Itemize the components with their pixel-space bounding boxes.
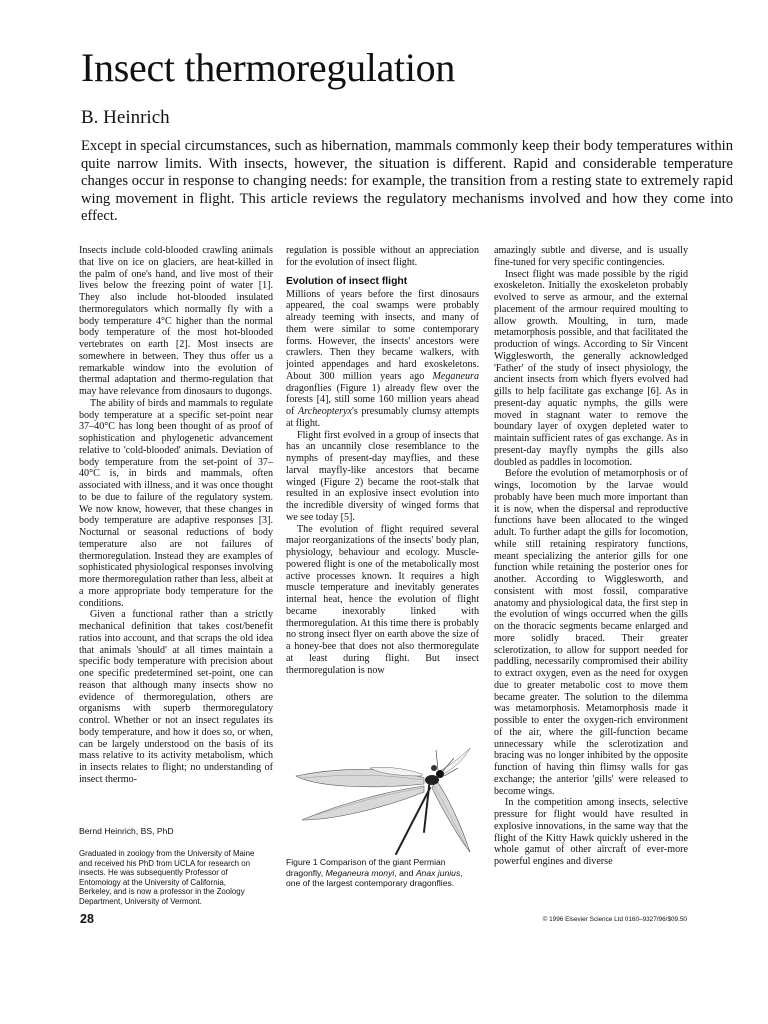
caption-italic: Anax junius — [415, 867, 461, 878]
text-run: Millions of years before the first dinosaurs appeared, the coal swamps were probably already teeming with insects, and many of them were similar to some contemporary forms. However, the insects' ancestors were crawlers. Then they became walkers, with jointed appendages and hard exoskeletons. About 300 million years ago — [286, 288, 479, 382]
text-column-2 — [286, 245, 479, 676]
figure-dragonflies — [284, 728, 480, 858]
caption-italic: Meganeura monyi — [325, 867, 395, 878]
page-number: 28 — [80, 912, 94, 926]
text-run: 's presumably clumsy attempts at flight. — [286, 406, 479, 429]
abstract: Except in special circumstances, such as hibernation, mammals commonly keep their body temperatures within quite narrow limits. With insects, however, the situation is different. Rapid and considerable temperature changes occur in response to changing needs: for example, the transition from a resting state to extremely rapid wing movement in flight. This article reviews the regulatory mechanisms involved and how they come into effect. — [81, 138, 733, 225]
italic-genus: Archeopteryx — [298, 406, 353, 417]
text-column-1 — [79, 245, 273, 786]
paragraph: Before the evolution of metamorphosis or of wings, locomotion by the larvae would probably have been much more important than it is now, when the dispersal and reproductive functions have been allocated to the winged adult. To further adapt the gills for locomotion, while still retaining respiratory functions, meant specializing the anterior gills for one function while retaining the posterior ones for another. According to Wigglesworth, and consistent with most fossil, comparative anatomy and physiological data, the first step in the evolution of wings occurred when the gills on the thoracic segments became enlarged and more solidly braced. Their greater sclerotization, to allow for support needed for paddling, necessarily compromised their ability to extract oxygen, even as the need for oxygen due to greater metabolic cost to move them became greater. The solution to the dilemma was metamorphosis. Metamorphosis made it possible to enter the oxygen-rich environment of the air, where the gill-function became unnecessary while the sclerotization and bracing was no longer inhibited by the opposite function of having thin flimsy walls for gas exchange; the anterior 'gills' were released to become wings. — [494, 468, 688, 797]
paragraph: Insect flight was made possible by the rigid exoskeleton. Initially the exoskeleton probably evolved to serve as armour, and the external placement of the armour required moulting to allow growth. Moulting, in turn, made metamorphosis possible, and that facilitated the production of wings. According to Sir Vincent Wigglesworth, the generally acknowledged 'Father' of the study of insect physiology, the ancient insects from which flyers evolved had gills to help facilitate gas exchange [6]. As in present-day aquatic nymphs, the gills were moved in stagnant water to remove the boundary layer of oxygen depleted water to maintain sufficient rates of gas exchange. As in present-day mayfly nymphs the gills also doubled as paddles in locomotion. — [494, 268, 688, 468]
caption-text: Comparison of the giant Permian dragonfly, — [286, 857, 446, 878]
small-head — [431, 765, 437, 771]
small-abdomen — [424, 778, 430, 832]
text-run: dragonflies (Figure 1) already flew over the forests [4], still some 160 million years ahead of — [286, 382, 479, 417]
copyright-line: © 1996 Elsevier Science Ltd 0160–9327/96/$09.50 — [542, 916, 687, 923]
giant-wing-right — [432, 780, 470, 852]
section-heading: Evolution of insect flight — [286, 275, 408, 287]
paragraph — [286, 289, 479, 430]
paragraph: The ability of birds and mammals to regulate body temperature at a specific set-point near 37–40°C has long been thought of as proof of sophistication and phylogenetic advancement relative to 'cold-blooded' animals. Deviation of body temperature from the set-point of 37–40°C is, in birds and mammals, often associated with illness, and it was once thought to be due to failure of the regulatory system. We now know, however, that these changes in body temperature are adaptive responses [3]. Nocturnal or seasonal reductions of body temperature also are not failures of thermoregulation. Instead they are examples of sophisticated physiological responses involving more thermoregulation rather than less, albeit at a more appropriate body temperature for the conditions. — [79, 397, 273, 609]
author-bio: Graduated in zoology from the University of Maine and received his PhD from UCLA for research on insects. He was subsequently Professor of Entomology at the University of California, Berkeley, and is now a professor in the Zoology Department, University of Vermont. — [79, 849, 255, 906]
paragraph: amazingly subtle and diverse, and is usually fine-tuned for very specific contingencies. — [494, 245, 688, 268]
article-title: Insect thermoregulation — [81, 45, 456, 90]
paragraph: The evolution of flight required several major reorganizations of the insects' body plan, physiology, behaviour and ecology. Muscle-powered flight is one of the metabolically most active processes known. It requires a high muscle temperature and inevitably generates internal heat, hence the evolution of flight became inexorably linked with thermoregulation. At this time there is probably no strong insect flyer on earth above the size of a honey-bee that does not also thermoregulate at least during flight. But insect thermoregulation is now — [286, 523, 479, 676]
text-column-3 — [494, 245, 688, 868]
dragonfly-illustration — [284, 728, 480, 858]
paragraph: Given a functional rather than a strictly mechanical definition that takes cost/benefit ratios into account, and that scraps the old idea that animals 'should' at all times maintain a specific body temperature with precision about one specific predetermined set-point, one can reason that although many insects show no evidence of thermoregulation, others are organisms with superb thermoregulatory control. Whether or not an insect regulates its body temperature, and how it does so, or when, can be largely understood on the basis of its mass relative to its activity metabolism, which in insects relates to flight; no understanding of insect thermo- — [79, 609, 273, 785]
author-bio-name: Bernd Heinrich, BS, PhD — [79, 826, 174, 836]
paragraph: In the competition among insects, selective pressure for flight would have resulted in explosive innovations, in the same way that the flight of the Kitty Hawk quickly ushered in the whole gamut of other aircraft of ever-more powerful engines and diverse — [494, 797, 688, 867]
caption-text: , one of the largest contemporary dragonflies. — [286, 867, 463, 889]
paragraph: Insects include cold-blooded crawling animals that live on ice on glaciers, are heat-killed in the palm of one's hand, and live most of their lives below the freezing point of water [1]. They also include hot-blooded insulated thermoregulators which normally fly with a body temperature 4°C higher than the normal body temperature of the most hot-blooded vertebrates on earth [2]. Most insects are somewhere in between. They thus offer us a remarkable window into the evolution of thermal adaptation and thermo-regulation that may have relevance from dinosaurs to dugongs. — [79, 245, 273, 397]
author-name: B. Heinrich — [81, 107, 170, 128]
figure-label: Figure 1 — [286, 857, 318, 867]
italic-species: Meganeura — [432, 370, 479, 382]
figure-caption — [286, 857, 478, 889]
paragraph: regulation is possible without an appreciation for the evolution of insect flight. — [286, 245, 479, 268]
caption-text: , and — [394, 867, 416, 878]
paragraph: Flight first evolved in a group of insects that has an uncannily close resemblance to the nymphs of present-day mayflies, and these larval mayfly-like ancestors that became winged (Figure 2) became the root-stalk that resulted in an explosive insect evolution into the incredible diversity of winged forms that we see today [5]. — [286, 429, 479, 523]
